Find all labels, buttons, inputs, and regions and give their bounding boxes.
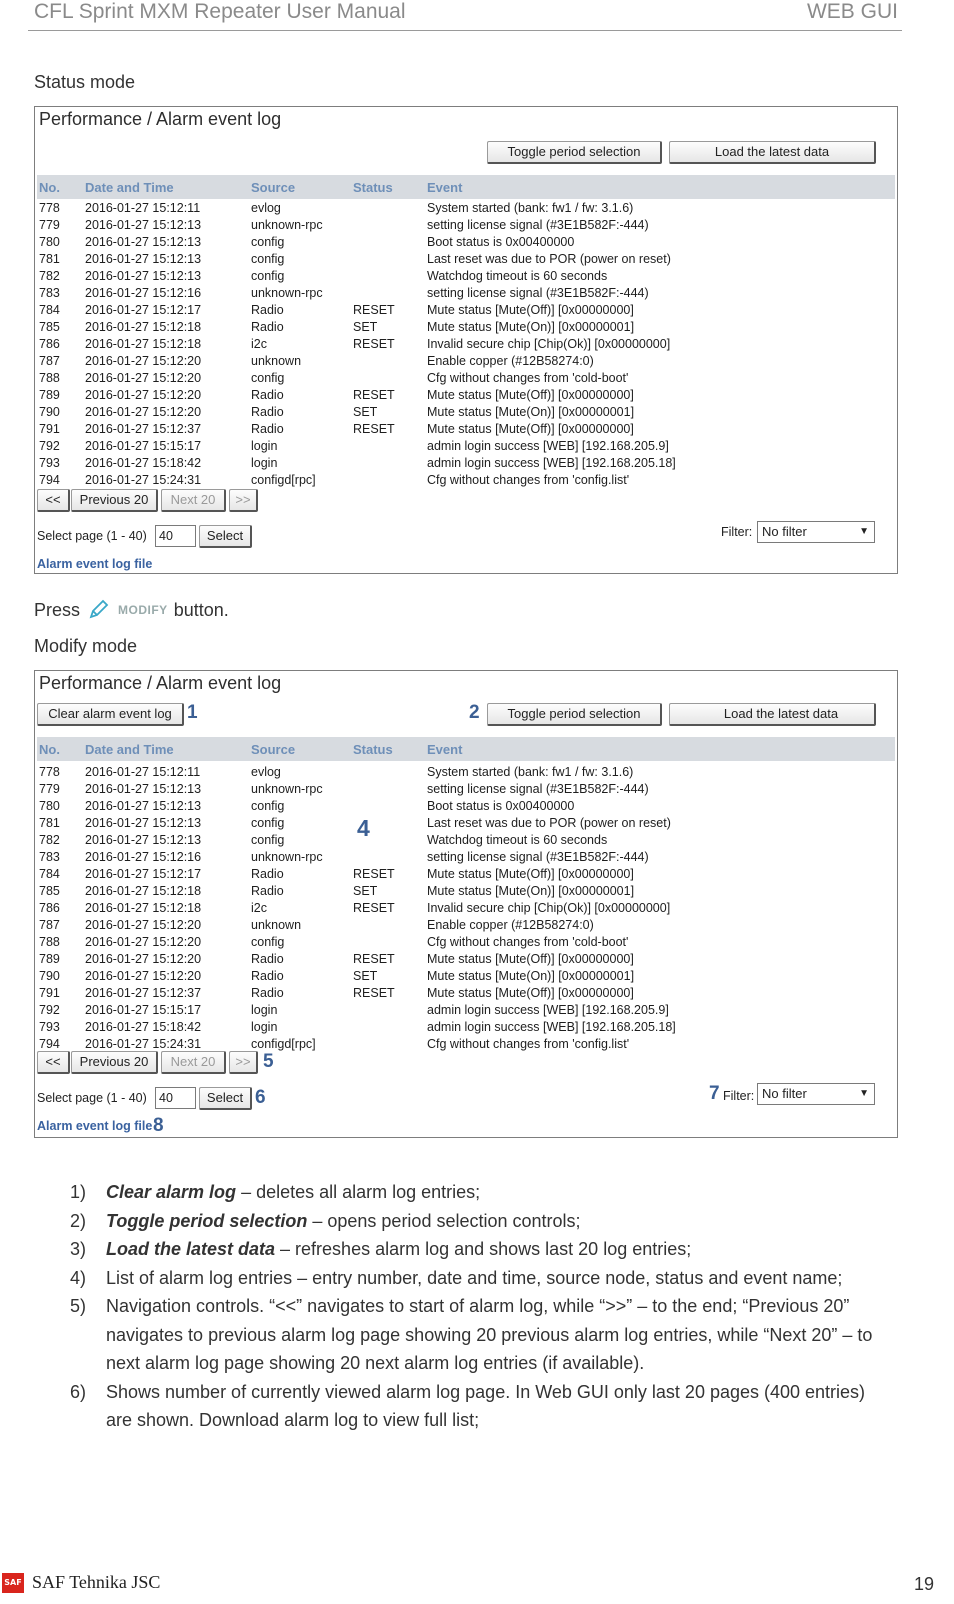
row-event: Enable copper (#12B58274:0)	[427, 354, 594, 368]
row-number: 792	[39, 439, 60, 453]
table-header	[37, 175, 895, 199]
table-row	[37, 1019, 895, 1036]
row-event: admin login success [WEB] [192.168.205.9]	[427, 1003, 669, 1017]
callout-8: 8	[153, 1115, 164, 1136]
row-number: 781	[39, 252, 60, 266]
row-datetime: 2016-01-27 15:12:20	[85, 371, 202, 385]
row-source: config	[251, 235, 285, 249]
page-number-input[interactable]: 40	[155, 525, 196, 547]
row-number: 778	[39, 765, 60, 779]
table-row	[37, 832, 895, 849]
col-status: Status	[353, 742, 393, 757]
row-datetime: 2016-01-27 15:12:20	[85, 354, 202, 368]
row-number: 794	[39, 1037, 60, 1051]
manual-title: CFL Sprint MXM Repeater User Manual	[34, 0, 406, 23]
row-source: configd[rpc]	[251, 473, 316, 487]
col-no: No.	[39, 742, 60, 757]
row-event: System started (bank: fw1 / fw: 3.1.6)	[427, 201, 634, 215]
row-number: 779	[39, 782, 60, 796]
table-row	[37, 985, 895, 1002]
row-number: 792	[39, 1003, 60, 1017]
table-row	[37, 866, 895, 883]
row-source: Radio	[251, 320, 284, 334]
table-row	[37, 336, 895, 353]
row-event: Mute status [Mute(On)] [0x00000001]	[427, 969, 635, 983]
list-item-number: 3)	[70, 1239, 87, 1259]
table-row	[37, 764, 895, 781]
row-source: login	[251, 456, 278, 470]
row-datetime: 2016-01-27 15:12:13	[85, 235, 202, 249]
row-event: System started (bank: fw1 / fw: 3.1.6)	[427, 765, 634, 779]
row-source: evlog	[251, 765, 281, 779]
col-no: No.	[39, 180, 60, 195]
row-event: Mute status [Mute(Off)] [0x00000000]	[427, 303, 634, 317]
row-datetime: 2016-01-27 15:12:20	[85, 935, 202, 949]
callout-1: 1	[187, 702, 198, 723]
alarm-log-file-link[interactable]: Alarm event log file	[37, 557, 153, 571]
callout-5: 5	[263, 1051, 274, 1072]
row-datetime: 2016-01-27 15:12:18	[85, 320, 202, 334]
list-item-text: – refreshes alarm log and shows last 20 log entries;	[275, 1239, 692, 1259]
row-event: Mute status [Mute(Off)] [0x00000000]	[427, 388, 634, 402]
col-event: Event	[427, 180, 463, 195]
row-number: 790	[39, 405, 60, 419]
row-datetime: 2016-01-27 15:18:42	[85, 1020, 202, 1034]
callout-6: 6	[255, 1087, 266, 1108]
list-item	[70, 1207, 880, 1236]
row-number: 780	[39, 799, 60, 813]
row-number: 782	[39, 269, 60, 283]
select-page-label: Select page (1 - 40)	[37, 1091, 147, 1105]
row-number: 786	[39, 337, 60, 351]
ui-title: Performance / Alarm event log	[39, 109, 282, 129]
row-source: i2c	[251, 337, 267, 351]
row-datetime: 2016-01-27 15:12:13	[85, 782, 202, 796]
table-row	[37, 883, 895, 900]
list-item-text: Navigation controls. “<<” navigates to start of alarm log, while “>>” – to the end; “Previous 20” navigates to previous alarm log page showing 20 previous alarm log entries, while “Next 20” – to next alarm log page showing 20 next alarm log entries (if available).	[106, 1296, 873, 1373]
row-source: unknown	[251, 918, 302, 932]
callout-4: 4	[357, 815, 370, 841]
table-row	[37, 1002, 895, 1019]
first-page-button[interactable]: <<	[37, 489, 70, 512]
row-event: Watchdog timeout is 60 seconds	[427, 269, 608, 283]
list-item-text: – opens period selection controls;	[307, 1210, 581, 1231]
row-status: RESET	[353, 867, 395, 881]
list-item-number: 2)	[70, 1210, 87, 1231]
table-header	[37, 737, 895, 761]
status-mode-label: Status mode	[34, 72, 136, 92]
row-number: 786	[39, 901, 60, 915]
row-status: RESET	[353, 337, 395, 351]
toggle-period-button[interactable]: Toggle period selection	[487, 141, 662, 164]
row-number: 782	[39, 833, 60, 847]
row-event: Enable copper (#12B58274:0)	[427, 918, 594, 932]
list-item-number: 5)	[70, 1296, 87, 1316]
table-row	[37, 968, 895, 985]
row-source: config	[251, 371, 285, 385]
row-status: RESET	[353, 901, 395, 915]
row-event: Mute status [Mute(On)] [0x00000001]	[427, 884, 635, 898]
row-event: Mute status [Mute(Off)] [0x00000000]	[427, 422, 634, 436]
log-rows	[37, 764, 895, 1053]
list-item	[70, 1264, 880, 1293]
row-number: 788	[39, 935, 60, 949]
row-source: login	[251, 1003, 278, 1017]
row-source: config	[251, 816, 285, 830]
row-source: configd[rpc]	[251, 1037, 316, 1051]
row-event: Last reset was due to POR (power on reset)	[427, 816, 671, 830]
row-source: config	[251, 269, 285, 283]
list-item-term: Toggle period selection	[106, 1210, 308, 1231]
list-item-text: Shows number of currently viewed alarm log page. In Web GUI only last 20 pages (400 entries) are shown. Download alarm log to view full list;	[106, 1381, 866, 1430]
row-event: Cfg without changes from 'config.list'	[427, 473, 630, 487]
list-item-term: Clear alarm log	[106, 1182, 237, 1202]
row-source: Radio	[251, 952, 284, 966]
table-row	[37, 917, 895, 934]
row-status: SET	[353, 969, 378, 983]
row-datetime: 2016-01-27 15:12:20	[85, 405, 202, 419]
table-row	[37, 951, 895, 968]
list-item-text: – deletes all alarm log entries;	[236, 1182, 481, 1202]
row-datetime: 2016-01-27 15:12:13	[85, 833, 202, 847]
row-number: 794	[39, 473, 60, 487]
row-datetime: 2016-01-27 15:12:18	[85, 337, 202, 351]
row-event: Invalid secure chip [Chip(Ok)] [0x00000000]	[427, 901, 671, 915]
row-number: 779	[39, 218, 60, 232]
row-event: setting license signal (#3E1B582F:-444)	[427, 218, 649, 232]
table-row	[37, 268, 895, 285]
row-event: Cfg without changes from 'cold-boot'	[427, 935, 629, 949]
row-event: Mute status [Mute(Off)] [0x00000000]	[427, 952, 634, 966]
table-row	[37, 455, 895, 472]
row-event: setting license signal (#3E1B582F:-444)	[427, 850, 649, 864]
next-20-button[interactable]: Next 20	[161, 489, 226, 512]
row-source: Radio	[251, 986, 284, 1000]
table-row	[37, 404, 895, 421]
press-prefix: Press	[34, 599, 81, 620]
row-datetime: 2016-01-27 15:12:20	[85, 918, 202, 932]
row-status: RESET	[353, 422, 395, 436]
table-row	[37, 217, 895, 234]
row-number: 787	[39, 354, 60, 368]
row-source: Radio	[251, 884, 284, 898]
row-source: unknown-rpc	[251, 850, 323, 864]
row-source: config	[251, 799, 285, 813]
alarm-log-file-link[interactable]: Alarm event log file	[37, 1119, 153, 1133]
row-number: 789	[39, 388, 60, 402]
row-datetime: 2016-01-27 15:12:18	[85, 901, 202, 915]
row-event: Boot status is 0x00400000	[427, 799, 575, 813]
row-number: 780	[39, 235, 60, 249]
table-row	[37, 934, 895, 951]
row-number: 778	[39, 201, 60, 215]
press-modify-instruction	[34, 598, 229, 622]
row-source: config	[251, 833, 285, 847]
row-event: setting license signal (#3E1B582F:-444)	[427, 286, 649, 300]
row-source: Radio	[251, 388, 284, 402]
row-source: Radio	[251, 303, 284, 317]
row-datetime: 2016-01-27 15:12:17	[85, 867, 202, 881]
row-number: 791	[39, 422, 60, 436]
list-item	[70, 1292, 880, 1378]
row-datetime: 2016-01-27 15:12:18	[85, 884, 202, 898]
description-list	[70, 1178, 880, 1435]
row-datetime: 2016-01-27 15:24:31	[85, 473, 202, 487]
toggle-period-button[interactable]: Toggle period selection	[487, 703, 662, 726]
dropdown-arrow-icon: ▼	[859, 526, 869, 537]
row-status: RESET	[353, 986, 395, 1000]
table-row	[37, 421, 895, 438]
row-source: Radio	[251, 867, 284, 881]
row-datetime: 2016-01-27 15:15:17	[85, 439, 202, 453]
previous-20-button[interactable]: Previous 20	[71, 489, 158, 512]
row-datetime: 2016-01-27 15:12:37	[85, 986, 202, 1000]
row-status: SET	[353, 884, 378, 898]
row-datetime: 2016-01-27 15:12:17	[85, 303, 202, 317]
list-item-number: 4)	[70, 1267, 87, 1288]
col-source: Source	[251, 180, 296, 195]
row-number: 785	[39, 320, 60, 334]
saf-logo: SAF	[2, 1573, 24, 1593]
page-header	[28, 0, 902, 31]
row-event: admin login success [WEB] [192.168.205.18]	[427, 456, 676, 470]
row-datetime: 2016-01-27 15:12:13	[85, 799, 202, 813]
col-datetime: Date and Time	[85, 180, 174, 195]
row-event: Mute status [Mute(On)] [0x00000001]	[427, 320, 635, 334]
company-name: SAF Tehnika JSC	[32, 1572, 161, 1592]
table-row	[37, 815, 895, 832]
row-datetime: 2016-01-27 15:12:13	[85, 218, 202, 232]
table-row	[37, 798, 895, 815]
row-datetime: 2016-01-27 15:24:31	[85, 1037, 202, 1051]
clear-alarm-log-button[interactable]: Clear alarm event log	[37, 703, 184, 726]
row-event: admin login success [WEB] [192.168.205.9]	[427, 439, 669, 453]
row-source: unknown-rpc	[251, 286, 323, 300]
row-number: 793	[39, 1020, 60, 1034]
table-row	[37, 251, 895, 268]
row-datetime: 2016-01-27 15:12:11	[85, 201, 201, 215]
row-number: 789	[39, 952, 60, 966]
row-event: Boot status is 0x00400000	[427, 235, 575, 249]
row-datetime: 2016-01-27 15:12:20	[85, 969, 202, 983]
row-event: Watchdog timeout is 60 seconds	[427, 833, 608, 847]
row-source: Radio	[251, 969, 284, 983]
table-row	[37, 849, 895, 866]
row-event: Cfg without changes from 'cold-boot'	[427, 371, 629, 385]
row-number: 784	[39, 867, 60, 881]
first-page-button[interactable]: <<	[37, 1051, 70, 1074]
row-event: Mute status [Mute(Off)] [0x00000000]	[427, 986, 634, 1000]
row-source: i2c	[251, 901, 267, 915]
pencil-icon	[86, 598, 110, 622]
row-event: Mute status [Mute(On)] [0x00000001]	[427, 405, 635, 419]
log-rows	[37, 200, 895, 489]
col-source: Source	[251, 742, 296, 757]
section-title: WEB GUI	[806, 0, 898, 23]
table-row	[37, 353, 895, 370]
row-number: 784	[39, 303, 60, 317]
table-row	[37, 302, 895, 319]
row-datetime: 2016-01-27 15:12:13	[85, 816, 202, 830]
list-item-number: 1)	[70, 1182, 87, 1202]
table-row	[37, 319, 895, 336]
ui-title: Performance / Alarm event log	[39, 673, 282, 693]
modify-mode-screenshot	[34, 670, 898, 1138]
status-mode-screenshot	[34, 106, 898, 574]
select-page-button[interactable]: Select	[199, 1087, 252, 1110]
load-latest-button[interactable]: Load the latest data	[669, 703, 876, 726]
filter-label: Filter:	[723, 1089, 755, 1103]
row-number: 785	[39, 884, 60, 898]
table-row	[37, 900, 895, 917]
row-event: setting license signal (#3E1B582F:-444)	[427, 782, 649, 796]
row-datetime: 2016-01-27 15:15:17	[85, 1003, 202, 1017]
row-datetime: 2016-01-27 15:12:20	[85, 388, 202, 402]
row-status: RESET	[353, 303, 395, 317]
row-number: 783	[39, 850, 60, 864]
row-datetime: 2016-01-27 15:12:16	[85, 850, 202, 864]
row-event: admin login success [WEB] [192.168.205.18]	[427, 1020, 676, 1034]
row-number: 783	[39, 286, 60, 300]
filter-select[interactable]	[757, 1083, 875, 1105]
row-number: 787	[39, 918, 60, 932]
list-item-term: Load the latest data	[106, 1239, 276, 1259]
row-source: login	[251, 1020, 278, 1034]
list-item-number: 6)	[70, 1381, 87, 1402]
row-datetime: 2016-01-27 15:18:42	[85, 456, 202, 470]
select-page-label: Select page (1 - 40)	[37, 529, 147, 543]
row-event: Last reset was due to POR (power on reset)	[427, 252, 671, 266]
row-datetime: 2016-01-27 15:12:37	[85, 422, 202, 436]
last-page-button[interactable]: >>	[229, 489, 258, 512]
row-status: SET	[353, 405, 378, 419]
row-datetime: 2016-01-27 15:12:11	[85, 765, 201, 779]
select-page-button[interactable]: Select	[199, 525, 252, 548]
row-number: 781	[39, 816, 60, 830]
page-number-input[interactable]: 40	[155, 1087, 196, 1109]
next-20-button[interactable]: Next 20	[161, 1051, 226, 1074]
press-suffix: button.	[173, 599, 229, 620]
table-row	[37, 387, 895, 404]
last-page-button[interactable]: >>	[229, 1051, 258, 1074]
row-number: 788	[39, 371, 60, 385]
col-status: Status	[353, 180, 393, 195]
row-datetime: 2016-01-27 15:12:13	[85, 269, 202, 283]
table-row	[37, 285, 895, 302]
list-item	[70, 1178, 880, 1207]
row-datetime: 2016-01-27 15:12:16	[85, 286, 202, 300]
row-datetime: 2016-01-27 15:12:20	[85, 952, 202, 966]
filter-select[interactable]	[757, 521, 875, 543]
modify-button-label: MODIFY	[118, 603, 168, 617]
table-row	[37, 370, 895, 387]
row-source: unknown	[251, 354, 302, 368]
row-status: SET	[353, 320, 378, 334]
row-source: Radio	[251, 422, 284, 436]
filter-label: Filter:	[721, 525, 753, 539]
table-row	[37, 472, 895, 489]
filter-value: No filter	[762, 524, 807, 539]
table-row	[37, 234, 895, 251]
table-row	[37, 781, 895, 798]
row-number: 791	[39, 986, 60, 1000]
callout-2: 2	[469, 702, 480, 723]
col-datetime: Date and Time	[85, 742, 174, 757]
row-event: Invalid secure chip [Chip(Ok)] [0x00000000]	[427, 337, 671, 351]
load-latest-button[interactable]: Load the latest data	[669, 141, 876, 164]
list-item	[70, 1235, 880, 1264]
row-source: unknown-rpc	[251, 782, 323, 796]
row-event: Mute status [Mute(Off)] [0x00000000]	[427, 867, 634, 881]
row-event: Cfg without changes from 'config.list'	[427, 1037, 630, 1051]
modify-mode-label: Modify mode	[34, 636, 138, 656]
list-item-text: List of alarm log entries – entry number, date and time, source node, status and event name;	[106, 1267, 843, 1288]
col-event: Event	[427, 742, 463, 757]
list-item	[70, 1378, 880, 1435]
row-source: unknown-rpc	[251, 218, 323, 232]
row-datetime: 2016-01-27 15:12:13	[85, 252, 202, 266]
row-source: Radio	[251, 405, 284, 419]
table-row	[37, 200, 895, 217]
page-number: 19	[913, 1574, 934, 1594]
filter-value: No filter	[762, 1086, 807, 1101]
row-source: config	[251, 252, 285, 266]
row-number: 790	[39, 969, 60, 983]
row-number: 793	[39, 456, 60, 470]
row-source: config	[251, 935, 285, 949]
callout-7: 7	[709, 1083, 720, 1104]
row-source: login	[251, 439, 278, 453]
row-status: RESET	[353, 952, 395, 966]
table-row	[37, 438, 895, 455]
row-status: RESET	[353, 388, 395, 402]
row-source: evlog	[251, 201, 281, 215]
dropdown-arrow-icon: ▼	[859, 1088, 869, 1099]
previous-20-button[interactable]: Previous 20	[71, 1051, 158, 1074]
